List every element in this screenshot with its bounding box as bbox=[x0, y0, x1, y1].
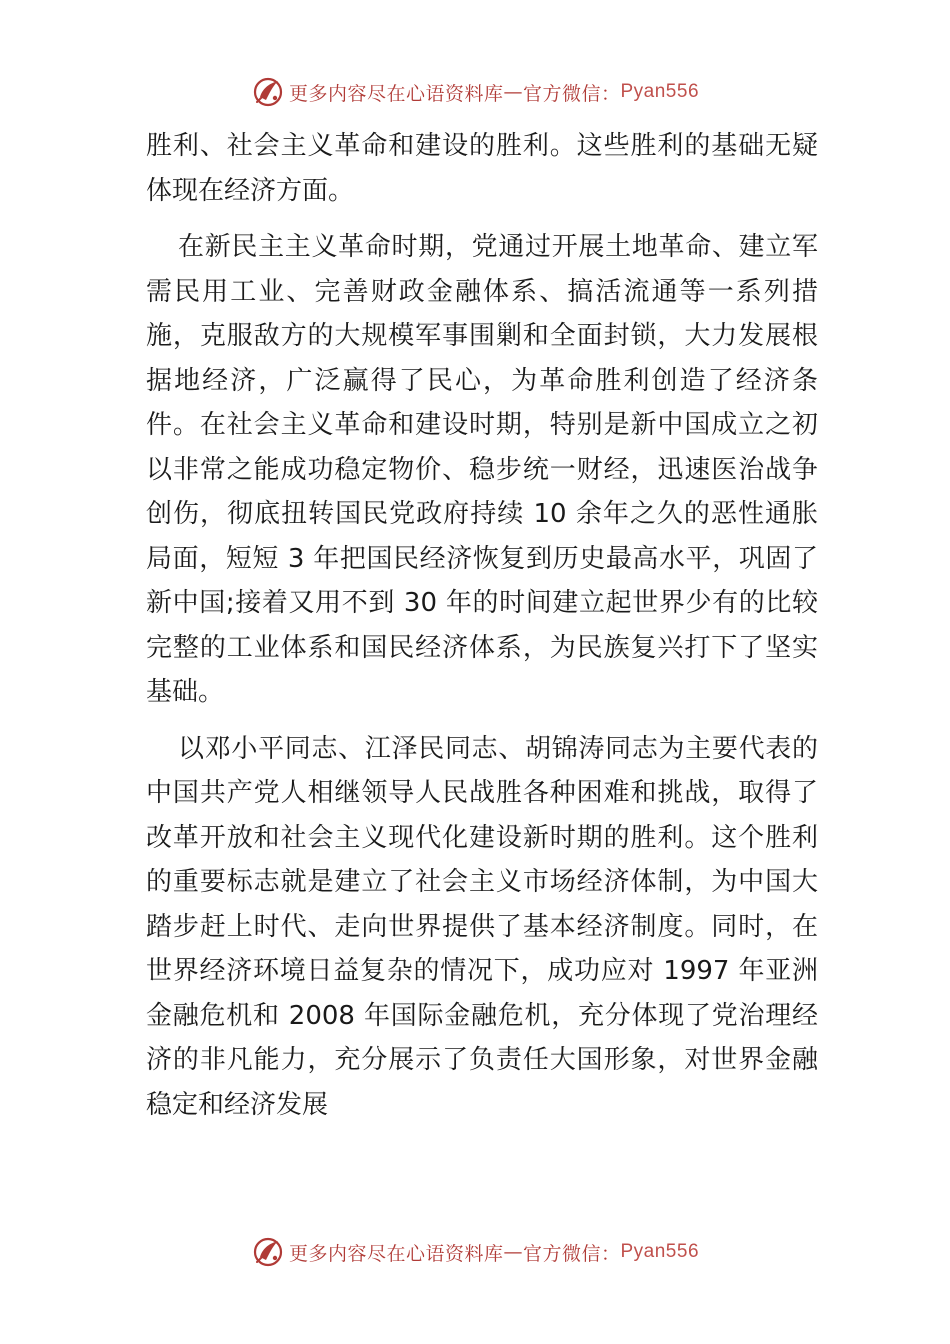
body-text bbox=[146, 124, 818, 1127]
header-title: 更多内容尽在心语资料库 bbox=[288, 82, 504, 105]
header-contact-value: Pyan556 bbox=[620, 81, 700, 102]
footer-banner bbox=[0, 1232, 950, 1272]
paragraph: 在新民主主义革命时期，党通过开展土地革命、建立军需民用工业、完善财政金融体系、搞活流通等一系列措施，克服敌方的大规模军事围剿和全面封锁，大力发展根据地经济，广泛赢得了民心，为革命胜利创造了经济条件。在社会主义革命和建设时期，特别是新中国成立之初以非常之能成功稳定物价、稳步统一财经，迅速医治战争创伤，彻底扭转国民党政府持续 10 余年之久的恶性通胀局面，短短 3 年把国民经济恢复到历史最高水平，巩固了新中国;接着又用不到 30 年的时间建立起世界少有的比较完整的工业体系和国民经济体系，为民族复兴打下了坚实基础。 bbox=[146, 232, 818, 707]
footer-separator: — bbox=[503, 1241, 523, 1263]
paragraph: 胜利、社会主义革命和建设的胜利。这些胜利的基础无疑体现在经济方面。 bbox=[146, 131, 818, 206]
footer-title: 更多内容尽在心语资料库 bbox=[288, 1242, 504, 1265]
footer-contact-value: Pyan556 bbox=[620, 1241, 700, 1262]
header-separator: — bbox=[503, 81, 523, 103]
logo-icon bbox=[251, 1235, 285, 1269]
paragraph: 以邓小平同志、江泽民同志、胡锦涛同志为主要代表的中国共产党人相继领导人民战胜各种困难和挑战，取得了改革开放和社会主义现代化建设新时期的胜利。这个胜利的重要标志就是建立了社会主义市场经济体制，为中国大踏步赶上时代、走向世界提供了基本经济制度。同时，在世界经济环境日益复杂的情况下，成功应对 1997 年亚洲金融危机和 2008 年国际金融危机，充分体现了党治理经济的非凡能力，充分展示了负责任大国形象，对世界金融稳定和经济发展 bbox=[146, 733, 818, 1120]
logo-icon bbox=[251, 75, 285, 109]
header-banner bbox=[0, 72, 950, 112]
header-contact-label: 官方微信： bbox=[522, 82, 621, 105]
footer-contact-label: 官方微信： bbox=[522, 1242, 621, 1265]
